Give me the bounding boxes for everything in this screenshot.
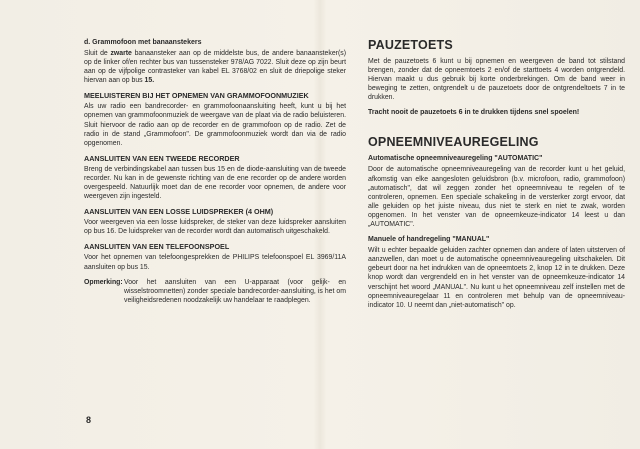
- section-meeluisteren-text: Als uw radio een bandrecorder- en grammofoonaansluiting heeft, kunt u bij het opnemen van grammofoonmuziek de weergave van de plaat via de radio beluisteren. Sluit hiervoor de radio aan op de recorder en de grammofoon op de radio. Zet de radio in de stand „Grammofoon". De grammofoonmuziek wordt dan via de radio opgenomen.: [84, 103, 346, 147]
- left-column: [84, 38, 346, 305]
- heading-opneemniveauregeling: OPNEEMNIVEAUREGELING: [368, 135, 539, 150]
- section-luidspreker-title: AANSLUITEN VAN EEN LOSSE LUIDSPREKER (4 OHM): [84, 207, 274, 217]
- section-telefoonspoel-text: Voor het opnemen van telefoongesprekken de PHILIPS telefoonspoel EL 3969/11A aansluiten op bus 15.: [84, 254, 346, 271]
- section-tweede-recorder-text: Breng de verbindingskabel aan tussen bus 15 en de diode-aansluiting van de tweede recorder. Nu kan in de gewenste richting van de ene recorder op de andere worden overgespeeld. Natuurlijk moet dan de ene recorder voor opnemen, de andere voor weergeven zijn ingesteld.: [84, 165, 346, 201]
- pauzetoets-text: Met de pauzetoets 6 kunt u bij opnemen en weergeven de band tot stilstand brengen, zonder dat de opneemtoets 2 en/of de starttoets 4 worden ontgrendeld. Hiervan maakt u dus gebruik bij korte onderbrekingen. Om de band weer in beweging te zetten, ontgrendelt u de pauzetoets door de ontgrendeltoets 7 in te drukken.: [368, 58, 625, 102]
- section-tweede-recorder-title: AANSLUITEN VAN EEN TWEEDE RECORDER: [84, 153, 240, 163]
- opmerking-note: [84, 278, 346, 305]
- opmerking-label: Opmerking:: [84, 278, 123, 286]
- section-telefoonspoel-title: AANSLUITEN VAN EEN TELEFOONSPOEL: [84, 242, 230, 252]
- section-grammofoon-title: d. Grammofoon met banaanstekers: [84, 39, 202, 46]
- section-luidspreker-text: Voor weergeven via een losse luidspreker, de steker van deze luidspreker aansluiten op bus 16. De luidspreker van de recorder wordt dan automatisch uitgeschakeld.: [84, 219, 346, 236]
- page-number: 8: [86, 415, 92, 425]
- manual-text: Wilt u echter bepaalde geluiden zachter opnemen dan andere of laten uitsterven of aanzwellen, dan moet u de automatische opneemniveauregeling uitschakelen. Dit gebeurt door na het indrukken van de opneemtoets 2, knop 12 in te drukken. Deze knop wordt dan vergrendeld en in het venster van de opneemkeuze-indicator 14 verschijnt het woord „MANUAL". Nu kunt u het opneemniveau zelf instellen met de opneemniveauregelaar 11 en controleren met behulp van de opneemniveau-indicator 10. U neemt dan „niet-automatisch" op.: [368, 247, 625, 309]
- opmerking-text: Voor het aansluiten van een U-apparaat (voor gelijk- en wisselstroomnetten) zonder speciale bandrecorder-aansluiting, is het om veiligheidsredenen noodzakelijk uw handelaar te raadplegen.: [124, 278, 346, 304]
- right-column: [368, 38, 625, 316]
- section-meeluisteren-title: MEELUISTEREN BIJ HET OPNEMEN VAN GRAMMOFOONMUZIEK: [84, 91, 309, 101]
- pauzetoets-warning: Tracht nooit de pauzetoets 6 in te drukken tijdens snel spoelen!: [368, 109, 580, 117]
- automatic-text: Door de automatische opneemniveauregeling van de recorder kunt u het geluid, afkomstig van elke aangesloten geluidsbron (b.v. microfoon, radio, grammofoon) „automatisch", dat wil zeggen zonder het opneemniveau te regelen of te controleren, opnemen. Een speciale schakeling in de versterker zorgt ervoor, dat alle geluiden op het juiste niveau, dus niet te sterk en niet te zwak, worden opgenomen. In het venster van de opneemkeuze-indicator 14 leest u dan „AUTOMATIC".: [368, 166, 625, 229]
- section-grammofoon-text: Sluit de zwarte banaansteker aan op de middelste bus, de andere banaansteker(s) op de linker of/en rechter bus van tussensteker 978/AG 7022. Sluit deze op zijn beurt aan op de vijfpolige contrasteker van kabel EL 3768/02 en sluit de driepolige steker hiervan aan op bus 15.: [84, 50, 346, 85]
- heading-pauzetoets: PAUZETOETS: [368, 38, 453, 52]
- automatic-subtitle: Automatische opneemniveauregeling "AUTOMATIC": [368, 155, 543, 163]
- manual-subtitle: Manuele of handregeling "MANUAL": [368, 236, 490, 244]
